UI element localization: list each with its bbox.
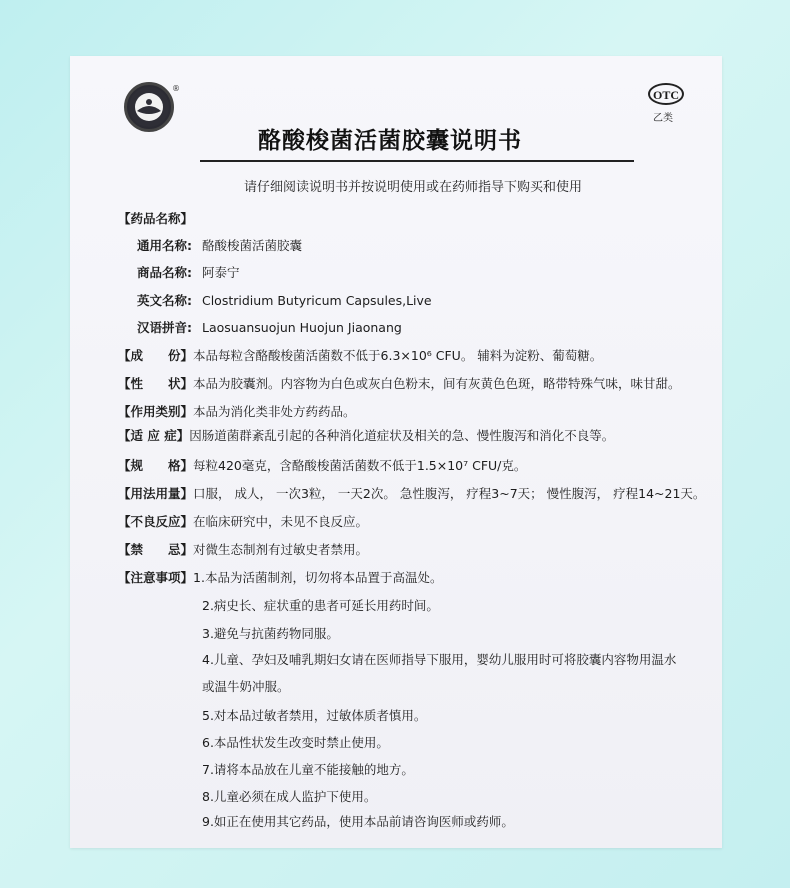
precaution-item: 5.对本品过敏者禁用，过敏体质者慎用。 — [202, 708, 427, 723]
pinyin-value: Laosuansuojun Huojun Jiaonang — [201, 320, 402, 335]
drug-name-label: 【药品名称】 — [118, 211, 194, 226]
precautions-label: 【注意事项】 — [118, 570, 194, 585]
section-precautions — [118, 568, 442, 586]
precaution-item: 或温牛奶冲服。 — [202, 679, 290, 694]
section-label: 【成 份】 — [118, 348, 194, 363]
brand-logo — [124, 82, 174, 132]
section-label: 【不良反应】 — [118, 514, 194, 529]
section-contraindications — [118, 540, 368, 558]
precaution-item: 7.请将本品放在儿童不能接触的地方。 — [202, 762, 414, 777]
section-text: 对微生态制剂有过敏史者禁用。 — [193, 542, 369, 557]
precaution-item: 4.儿童、孕妇及哺乳期妇女请在医师指导下服用，婴幼儿服用时可将胶囊内容物用温水 — [202, 652, 677, 667]
section-label: 【作用类别】 — [118, 404, 194, 419]
usage-notice: 请仔细阅读说明书并按说明使用或在药师指导下购买和使用 — [244, 180, 583, 195]
section-adverse-reactions — [118, 512, 368, 530]
section-text: 因肠道菌群紊乱引起的各种消化道症状及相关的急、慢性腹泻和消化不良等。 — [189, 428, 615, 443]
english-name-label: 英文名称: — [137, 293, 192, 308]
precaution-item: 3.避免与抗菌药物同服。 — [202, 626, 339, 641]
section-appearance — [118, 374, 681, 392]
trade-name-label: 商品名称: — [137, 265, 192, 280]
section-text: 本品为胶囊剂。内容物为白色或灰白色粉末，间有灰黄色色斑，略带特殊气味，味甘甜。 — [193, 376, 681, 391]
section-label: 【适 应 症】 — [118, 428, 190, 443]
title-divider — [200, 160, 634, 162]
common-name-value: 酪酸梭菌活菌胶囊 — [201, 238, 302, 253]
english-name-row — [137, 291, 432, 309]
leaflet-sheet — [70, 56, 722, 848]
precaution-item: 6.本品性状发生改变时禁止使用。 — [202, 735, 389, 750]
section-category — [118, 402, 356, 420]
precaution-item: 9.如正在使用其它药品，使用本品前请咨询医师或药师。 — [202, 814, 514, 829]
common-name-row — [137, 236, 302, 254]
section-specification — [118, 456, 526, 474]
section-indications — [118, 426, 614, 444]
page-title: 酪酸梭菌活菌胶囊说明书 — [258, 128, 522, 154]
section-text: 每粒420毫克，含酪酸梭菌活菌数不低于1.5×10⁷ CFU/克。 — [193, 458, 527, 473]
section-label: 【性 状】 — [118, 376, 194, 391]
section-text: 本品每粒含酪酸梭菌活菌数不低于6.3×10⁶ CFU。 辅料为淀粉、葡萄糖。 — [193, 348, 603, 363]
section-label: 【规 格】 — [118, 458, 194, 473]
trade-name-row — [137, 263, 240, 281]
precaution-item: 2.病史长、症状重的患者可延长用药时间。 — [202, 598, 439, 613]
pinyin-label: 汉语拼音: — [137, 320, 192, 335]
section-dosage — [118, 484, 705, 502]
section-ingredients — [118, 346, 602, 364]
section-label: 【用法用量】 — [118, 486, 194, 501]
trade-name-value: 阿泰宁 — [201, 265, 240, 280]
common-name-label: 通用名称: — [137, 238, 192, 253]
otc-class: 乙类 — [653, 113, 673, 124]
section-label: 【禁 忌】 — [118, 542, 194, 557]
section-text: 口服， 成人， 一次3粒， 一天2次。 急性腹泻， 疗程3~7天； 慢性腹泻， 疗程14~21天。 — [193, 486, 706, 501]
section-text: 在临床研究中，未见不良反应。 — [193, 514, 369, 529]
brand-logo-icon — [127, 85, 171, 129]
section-text: 本品为消化类非处方药药品。 — [193, 404, 356, 419]
precaution-item: 1.本品为活菌制剂，切勿将本品置于高温处。 — [193, 570, 443, 585]
otc-badge: OTC — [648, 83, 684, 105]
english-name-value: Clostridium Butyricum Capsules,Live — [201, 293, 432, 308]
precaution-item: 8.儿童必须在成人监护下使用。 — [202, 789, 377, 804]
pinyin-row — [137, 318, 402, 336]
registered-mark: ® — [172, 84, 180, 93]
